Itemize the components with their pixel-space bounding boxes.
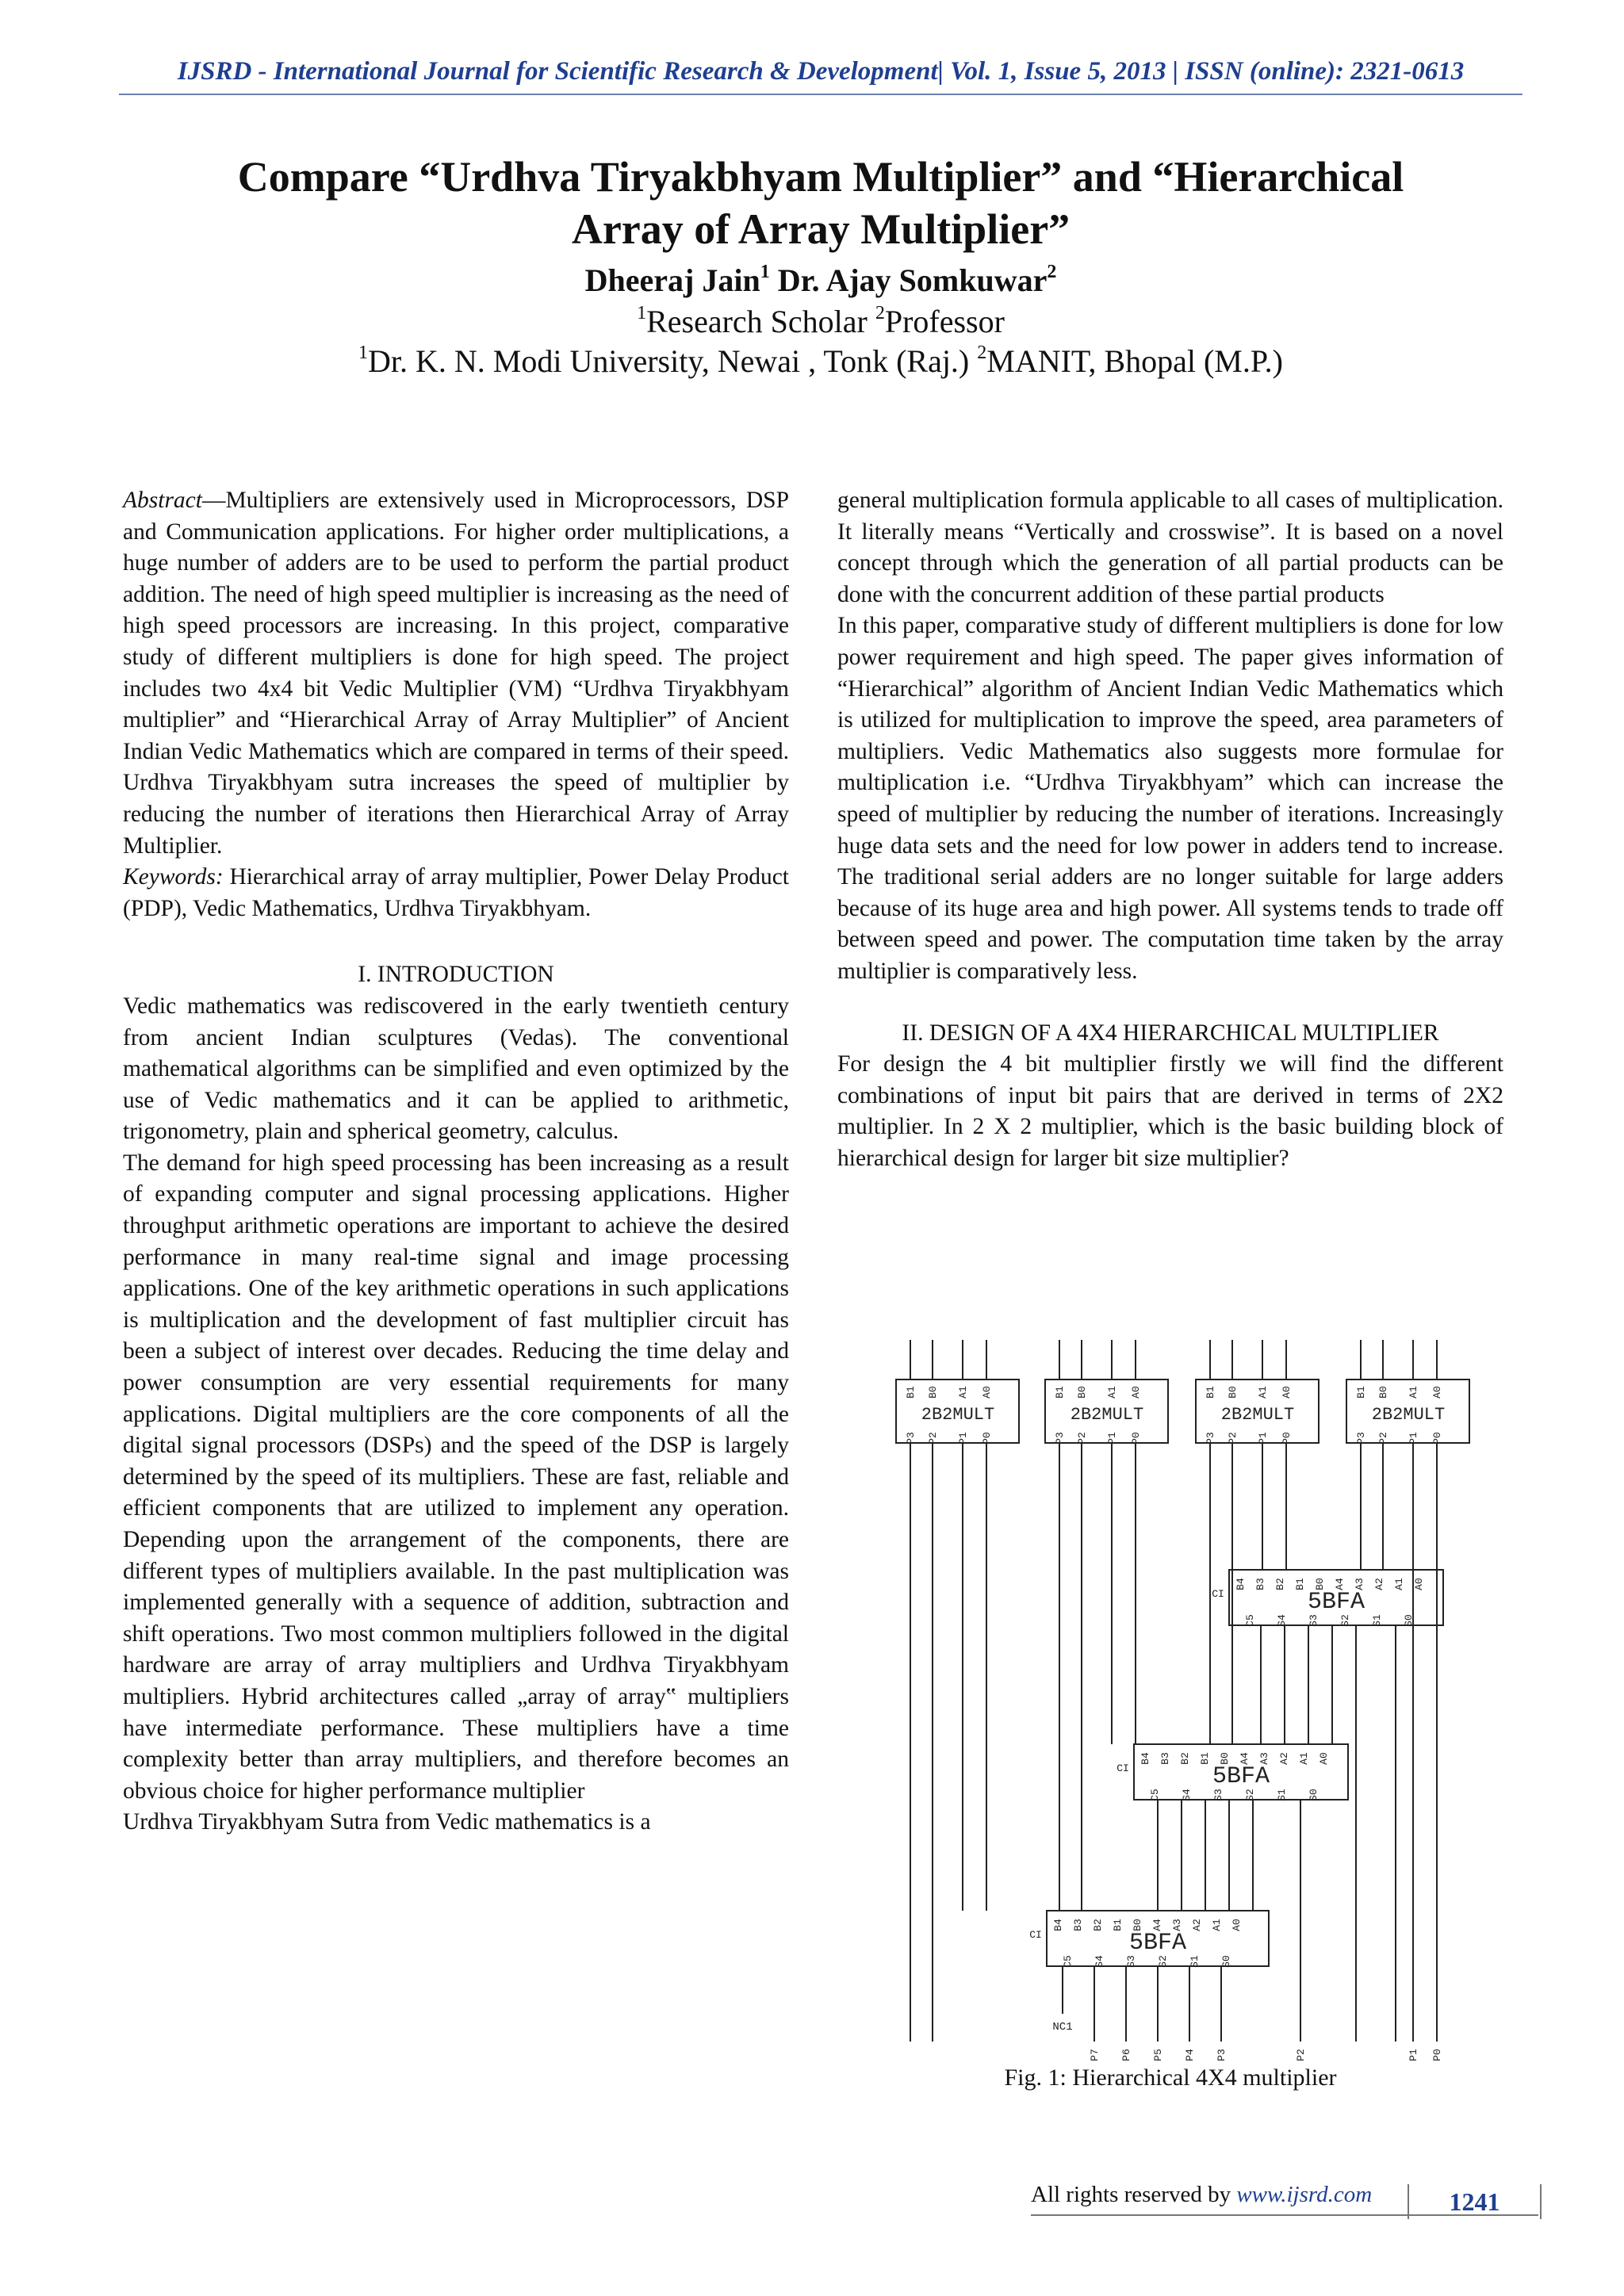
mult-block-1-label: 2B2MULT — [921, 1405, 995, 1425]
footer-text: All rights reserved by — [1031, 2182, 1237, 2207]
mult4-in-A0: A0 — [1431, 1386, 1443, 1399]
affil-1-sup: 1 — [358, 342, 369, 364]
paper-title — [119, 151, 1522, 255]
adder2-in-B0: B0 — [1219, 1752, 1231, 1765]
abstract-label: Abstract — [123, 488, 202, 513]
adder2-in-A2: A2 — [1278, 1752, 1290, 1765]
role-1-sup: 1 — [637, 303, 647, 324]
adder3-in-A0: A0 — [1231, 1919, 1243, 1931]
role-1: Research Scholar — [646, 304, 868, 339]
footer-url[interactable]: www.ijsrd.com — [1236, 2182, 1373, 2207]
adder2-out-S0: S0 — [1308, 1789, 1320, 1801]
adder1-out-S0: S0 — [1403, 1614, 1415, 1627]
adder2-in-B1: B1 — [1199, 1752, 1211, 1765]
adder1-in-A1: A1 — [1393, 1578, 1405, 1590]
adder2-in-B4: B4 — [1139, 1752, 1151, 1765]
mult4-out-P0: P0 — [1431, 1432, 1443, 1445]
adder2-out-C5: C5 — [1149, 1789, 1161, 1801]
adder3-out-S2: S2 — [1157, 1955, 1169, 1968]
affil-2-sup: 2 — [977, 342, 987, 364]
design-paragraph-1: For design the 4 bit multiplier firstly we will find the different combinations of input bit pairs that are derived in terms of 2X2 multiplier. In 2 X 2 multiplier, which is the basic building block of hierarchical design for larger bit size multiplier? — [837, 1051, 1503, 1171]
author-1: Dheeraj Jain — [584, 262, 760, 298]
author-2: Dr. Ajay Somkuwar — [777, 262, 1048, 298]
adder2-out-S4: S4 — [1181, 1789, 1193, 1801]
adder2-out-S1: S1 — [1276, 1789, 1288, 1801]
abstract — [123, 485, 789, 862]
adder-block-3-label: 5BFA — [1128, 1930, 1187, 1957]
adder1-in-B1: B1 — [1294, 1578, 1306, 1590]
keywords-label: Keywords: — [123, 864, 224, 890]
adder1-out-S1: S1 — [1371, 1614, 1383, 1627]
authors — [119, 262, 1522, 299]
adder1-in-B2: B2 — [1274, 1578, 1286, 1590]
affiliation-1: Dr. K. N. Modi University, Newai , Tonk (Raj.) — [368, 343, 970, 379]
final-output-P1: P1 — [1408, 2049, 1419, 2061]
adder3-in-A1: A1 — [1211, 1919, 1223, 1931]
keywords — [123, 862, 789, 924]
keywords-text: Hierarchical array of array multiplier, Power Delay Product (PDP), Vedic Mathematics, Urdhva Tiryakbhyam. — [123, 864, 789, 921]
adder3-in-B0: B0 — [1132, 1919, 1143, 1931]
intro-paragraph-2: The demand for high speed processing has been increasing as a result of expanding computer and signal processing applications. Higher throughput arithmetic operations are important to achieve the desired performance in many real-time signal and image processing applications. One of the key arithmetic operations in such applications is multiplication and the development of fast multiplier circuit has been a subject of interest over decades. Reducing the time delay and power consumption are very essential requirements for many applications. Digital multipliers are the core components of all the digital signal processors (DSPs) and the speed of the DSP is largely determined by the speed of its multipliers. These are fast, reliable and efficient components that are utilized to implement any operation. Depending upon the arrangement of the components, there are different types of multipliers available. In the past multiplication was implemented generally with a sequence of addition, subtraction and shift operations. Two most common multipliers followed in the digital hardware are array of array multipliers and Urdhva Tiryakbhyam multipliers. Hybrid architectures called „array of array‟ multipliers have intermediate performance. These multipliers have a time complexity better than array multipliers, and therefore becomes an obvious choice for higher performance multiplier — [123, 1150, 789, 1804]
affiliations — [119, 342, 1522, 380]
mult3-in-A0: A0 — [1281, 1386, 1293, 1399]
adder2-out-S2: S2 — [1244, 1789, 1256, 1801]
title-line-1: Compare “Urdhva Tiryakbhyam Multiplier” and “Hierarchical — [237, 153, 1404, 201]
adder1-in-A0: A0 — [1413, 1578, 1425, 1590]
mult1-in-B1: B1 — [905, 1386, 917, 1399]
mult3-out-P1: P1 — [1257, 1432, 1269, 1445]
mult1-out-P3: P3 — [905, 1432, 917, 1445]
adder3-out-S4: S4 — [1094, 1955, 1105, 1968]
adder1-in-B3: B3 — [1254, 1578, 1266, 1590]
adder3-in-B4: B4 — [1052, 1919, 1064, 1931]
right-paragraph-1: general multiplication formula applicable to all cases of multiplication. It literally means “Vertically and crosswise”. It is based on a novel concept through which the generation of all partial products can be done with the concurrent addition of these partial products — [837, 488, 1503, 607]
mult2-in-B0: B0 — [1076, 1386, 1088, 1399]
mult3-out-P3: P3 — [1205, 1432, 1216, 1445]
adder3-out-S1: S1 — [1189, 1955, 1201, 1968]
adder3-out-S0: S0 — [1220, 1955, 1232, 1968]
adder1-in-A2: A2 — [1373, 1578, 1385, 1590]
role-2: Professor — [884, 304, 1005, 339]
adder2-in-A4: A4 — [1239, 1752, 1251, 1765]
adder2-in-B2: B2 — [1179, 1752, 1191, 1765]
adder3-carry-in: CI — [1029, 1929, 1042, 1941]
adder2-in-A3: A3 — [1258, 1752, 1270, 1765]
mult2-out-P2: P2 — [1076, 1432, 1088, 1445]
mult1-out-P2: P2 — [927, 1432, 939, 1445]
mult-block-3-label: 2B2MULT — [1220, 1405, 1295, 1425]
mult2-out-P3: P3 — [1054, 1432, 1066, 1445]
affiliation-2: MANIT, Bhopal (M.P.) — [986, 343, 1283, 379]
final-output-P3: P3 — [1216, 2049, 1228, 2061]
mult4-out-P1: P1 — [1408, 1432, 1419, 1445]
final-output-P4: P4 — [1184, 2049, 1196, 2061]
figure-caption: Fig. 1: Hierarchical 4X4 multiplier — [1004, 2064, 1337, 2091]
mult-block-4-label: 2B2MULT — [1371, 1405, 1446, 1425]
adder3-in-A3: A3 — [1171, 1919, 1183, 1931]
mult2-out-P1: P1 — [1106, 1432, 1118, 1445]
final-output-P0: P0 — [1431, 2049, 1443, 2061]
mult4-in-B1: B1 — [1355, 1386, 1367, 1399]
mult3-in-A1: A1 — [1257, 1386, 1269, 1399]
hierarchical-multiplier-diagram — [888, 1332, 1475, 2061]
author-1-sup: 1 — [760, 262, 770, 283]
final-output-P2: P2 — [1295, 2049, 1307, 2061]
adder-block-2-label: 5BFA — [1212, 1763, 1270, 1790]
header-rule — [119, 94, 1522, 95]
journal-header: IJSRD - International Journal for Scientific Research & Development| Vol. 1, Issue 5, 2013 | ISSN (online): 2321-0613 — [177, 57, 1465, 86]
adder1-out-C5: C5 — [1244, 1614, 1256, 1627]
mult3-in-B1: B1 — [1205, 1386, 1216, 1399]
adder2-in-A0: A0 — [1318, 1752, 1330, 1765]
mult4-out-P3: P3 — [1355, 1432, 1367, 1445]
author-roles — [119, 303, 1522, 340]
adder2-in-A1: A1 — [1298, 1752, 1310, 1765]
mult1-in-A1: A1 — [957, 1386, 969, 1399]
mult1-in-A0: A0 — [981, 1386, 993, 1399]
left-column — [123, 485, 789, 1839]
adder3-in-B2: B2 — [1092, 1919, 1104, 1931]
mult1-out-P1: P1 — [957, 1432, 969, 1445]
adder1-carry-in: CI — [1212, 1588, 1224, 1600]
adder3-in-B1: B1 — [1112, 1919, 1124, 1931]
adder1-in-A3: A3 — [1354, 1578, 1365, 1590]
adder2-out-S3: S3 — [1212, 1789, 1224, 1801]
section-heading-design: II. DESIGN OF A 4X4 HIERARCHICAL MULTIPLIER — [902, 1020, 1439, 1046]
right-paragraph-2: In this paper, comparative study of different multipliers is done for low power requirement and high speed. The paper gives information of “Hierarchical” algorithm of Ancient Indian Vedic Mathematics which is utilized for multiplication to improve the speed, area parameters of multipliers. Vedic Mathematics also suggests more formulae for multiplication i.e. “Urdhva Tiryakbhyam” which can increase the speed of multiplier by reducing the number of iterations. Increasingly huge data sets and the need for low power in adders tend to increase. The traditional serial adders are no longer suitable for large adders because of its huge area and high power. All systems tends to trade off between speed and power. The computation time taken by the array multiplier is comparatively less. — [837, 613, 1503, 984]
final-output-P5: P5 — [1152, 2049, 1164, 2061]
mult3-out-P0: P0 — [1281, 1432, 1293, 1445]
adder3-out-C5: C5 — [1062, 1955, 1074, 1968]
adder1-out-S4: S4 — [1276, 1614, 1288, 1627]
mult2-in-A0: A0 — [1130, 1386, 1142, 1399]
role-2-sup: 2 — [875, 303, 885, 324]
nc-label: NC1 — [1052, 2021, 1073, 2034]
adder1-in-A4: A4 — [1334, 1578, 1346, 1590]
adder3-in-B3: B3 — [1072, 1919, 1084, 1931]
mult2-in-B1: B1 — [1054, 1386, 1066, 1399]
mult-block-2-label: 2B2MULT — [1070, 1405, 1144, 1425]
adder3-out-S3: S3 — [1125, 1955, 1137, 1968]
mult4-in-A1: A1 — [1408, 1386, 1419, 1399]
mult1-out-P0: P0 — [981, 1432, 993, 1445]
mult2-in-A1: A1 — [1106, 1386, 1118, 1399]
intro-paragraph-3: Urdhva Tiryakbhyam Sutra from Vedic mathematics is a — [123, 1809, 651, 1835]
mult3-out-P2: P2 — [1227, 1432, 1239, 1445]
adder3-in-A4: A4 — [1151, 1919, 1163, 1931]
adder-block-1-label: 5BFA — [1307, 1589, 1365, 1616]
final-output-P7: P7 — [1089, 2049, 1101, 2061]
mult4-in-B0: B0 — [1377, 1386, 1389, 1399]
adder2-carry-in: CI — [1116, 1762, 1129, 1774]
adder1-out-S2: S2 — [1339, 1614, 1351, 1627]
page-number: 1241 — [1408, 2184, 1542, 2219]
intro-paragraph-1: Vedic mathematics was rediscovered in the early twentieth century from ancient Indian sculptures (Vedas). The conventional mathematical algorithms can be simplified and even optimized by the use of Vedic mathematics and it can be applied to arithmetic, trigonometry, plain and spherical geometry, calculus. — [123, 993, 789, 1145]
mult2-out-P0: P0 — [1130, 1432, 1142, 1445]
section-heading-introduction: I. INTRODUCTION — [358, 962, 554, 988]
right-column — [837, 485, 1503, 1174]
title-line-2: Array of Array Multiplier” — [571, 205, 1071, 253]
adder1-out-S3: S3 — [1308, 1614, 1320, 1627]
adder1-in-B0: B0 — [1314, 1578, 1326, 1590]
author-2-sup: 2 — [1047, 262, 1057, 283]
adder3-in-A2: A2 — [1191, 1919, 1203, 1931]
adder1-in-B4: B4 — [1235, 1578, 1247, 1590]
mult3-in-B0: B0 — [1227, 1386, 1239, 1399]
mult1-in-B0: B0 — [927, 1386, 939, 1399]
adder2-in-B3: B3 — [1159, 1752, 1171, 1765]
footer — [1031, 2182, 1372, 2208]
abstract-text: —Multipliers are extensively used in Microprocessors, DSP and Communication applications. For higher order multiplications, a huge number of adders are to be used to perform the partial product addition. The need of high speed multiplier is increasing as the need of high speed processors are increasing. In this project, comparative study of different multipliers is done for high speed. The project includes two 4x4 bit Vedic Multiplier (VM) “Urdhva Tiryakbhyam multiplier” and “Hierarchical Array of Array Multiplier” of Ancient Indian Vedic Mathematics which are compared in terms of their speed. Urdhva Tiryakbhyam sutra increases the speed of multiplier by reducing the number of iterations then Hierarchical Array of Array Multiplier. — [123, 488, 789, 859]
final-output-P6: P6 — [1120, 2049, 1132, 2061]
mult4-out-P2: P2 — [1377, 1432, 1389, 1445]
